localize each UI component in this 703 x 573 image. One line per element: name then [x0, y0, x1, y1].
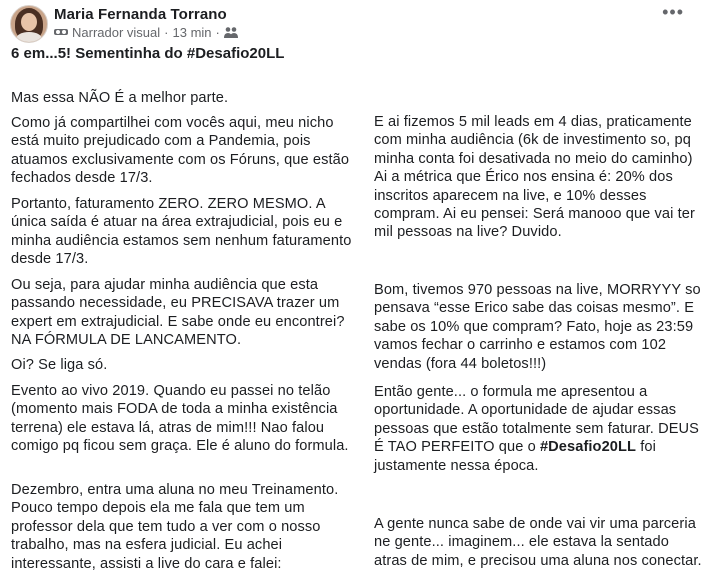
- separator: ·: [164, 25, 169, 40]
- paragraph: Oi? Se liga só.: [11, 357, 108, 373]
- paragraph: Evento ao vivo 2019. Quando eu passei no telão (momento mais FODA de toda a minha existência terrena) ele estava lá, atras de mim!!! Nao falou comigo pq ficou sem graça. Ele é aluno do formula.: [11, 383, 349, 455]
- more-options-icon[interactable]: •••: [662, 2, 684, 22]
- text-segment: foi justamente nessa época.: [374, 439, 656, 474]
- post-header: [8, 2, 698, 41]
- separator-2: ·: [215, 25, 220, 40]
- paragraph: [374, 383, 703, 475]
- group-icon: [224, 26, 237, 39]
- hashtag-link[interactable]: #Desafio20LL: [539, 439, 637, 456]
- author-name[interactable]: Maria Fernanda Torrano: [54, 6, 227, 23]
- post-time[interactable]: 13 min: [172, 25, 212, 40]
- post-meta: [54, 25, 237, 40]
- paragraph: Portanto, faturamento ZERO. ZERO MESMO. A única saída é atuar na área extrajudicial, pois eu e minha audiência estamos sem nenhum faturamento desde 17/3.: [11, 196, 352, 268]
- paragraph: Bom, tivemos 970 pessoas na live, MORRYYY so pensava “esse Erico sabe das coisas mesmo”. E sabe os 10% que compram? Fato, hoje as 23:59 vamos fechar o carrinho e estamos com 102 vendas (fora 44 boletos!!!): [374, 282, 701, 372]
- text-segment: Então gente... o formula me apresentou a oportunidade. A oportunidade de ajudar essas pessoas que estão totalmente sem faturar. DEUS É TAO PERFEITO que o: [374, 384, 700, 456]
- glasses-icon: [54, 25, 68, 40]
- avatar[interactable]: [10, 5, 48, 43]
- paragraph: E ai fizemos 5 mil leads em 4 dias, praticamente com minha audiência (6k de investimento so, pq minha conta foi desativada no meio do caminho) Ai a métrica que Érico nos ensina é: 20% dos inscritos aparecem na live, e 10% desses compram. Ai eu pensei: Será manooo que vai ter mil pessoas na live? Duvido.: [374, 114, 695, 241]
- paragraph: A gente nunca sabe de onde vai vir uma parceria ne gente... imaginem... ele estava la sentado atras de mim, e precisou uma aluna nos conectar.: [374, 516, 702, 569]
- paragraph: Ou seja, para ajudar minha audiência que esta passando necessidade, eu PRECISAVA trazer um expert em extrajudicial. E sabe onde eu encontrei? NA FÓRMULA DE LANCAMENTO.: [11, 277, 345, 349]
- paragraph: Dezembro, entra uma aluna no meu Treinamento. Pouco tempo depois ela me fala que tem um professor dela que tem tudo a ver com o nosso trabalho, mas na esfera judicial. Eu achei interessante, assisti a live do cara e falei:: [11, 482, 339, 572]
- post-title: 6 em...5! Sementinha do #Desafio20LL: [11, 45, 285, 62]
- paragraph: Mas essa NÃO É a melhor parte.: [11, 90, 229, 106]
- paragraph: Como já compartilhei com vocês aqui, meu nicho está muito prejudicado com a Pandemia, pois atuamos exclusivamente com os Fóruns, que estão fechados desde 17/3.: [11, 115, 350, 187]
- visual-narrator-label[interactable]: Narrador visual: [72, 25, 161, 40]
